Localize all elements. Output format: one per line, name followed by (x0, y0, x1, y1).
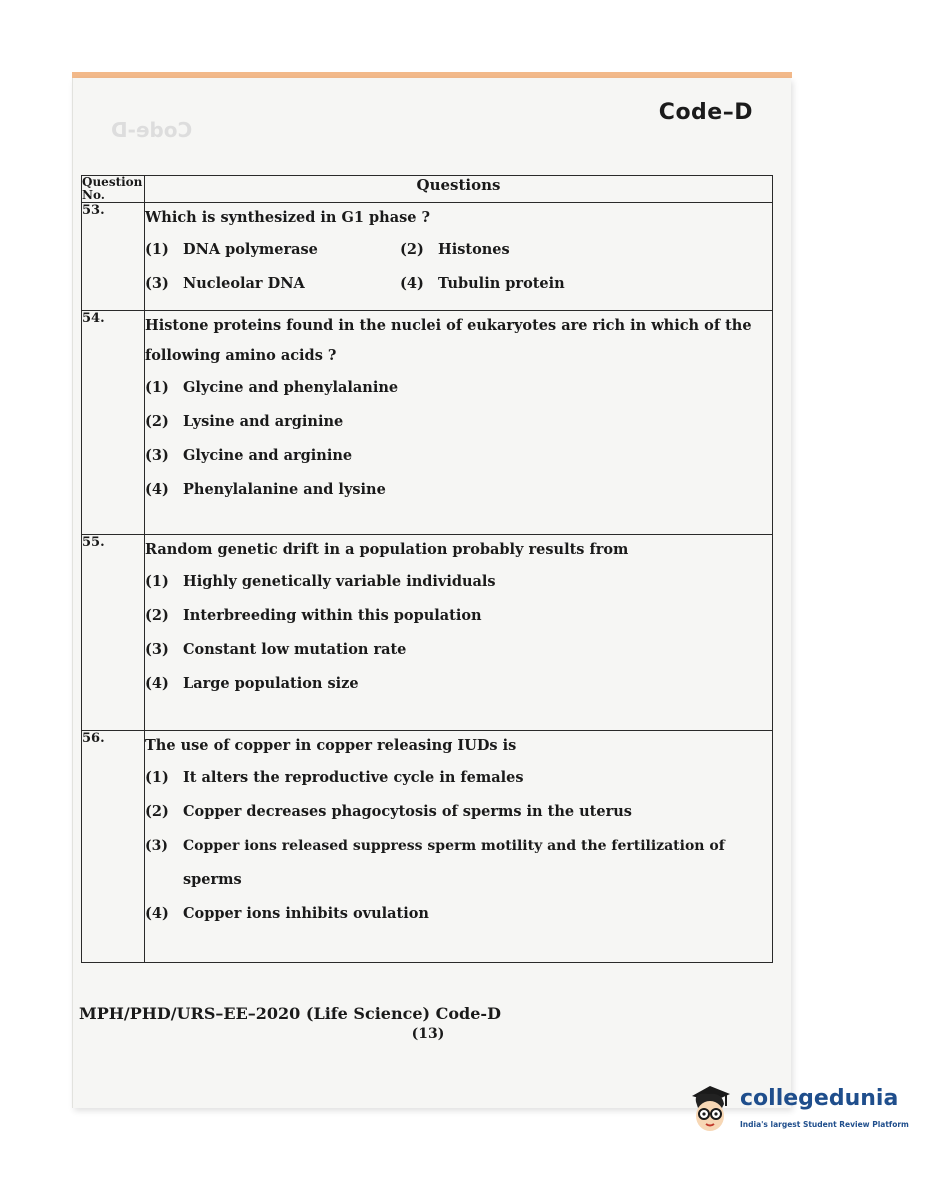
collegedunia-logo (686, 1080, 926, 1140)
question-text: Which is synthesized in G1 phase ? (145, 209, 431, 226)
questions-header: Questions (145, 176, 773, 203)
option (400, 233, 655, 267)
question-number: 56. (82, 731, 145, 963)
option (145, 667, 772, 701)
question-text-continued: following amino acids ? (145, 347, 337, 364)
option-text: Copper ions released suppress sperm motility and the fertilization of (183, 838, 725, 854)
option-number: (3) (145, 641, 169, 658)
option-text: It alters the reproductive cycle in females (183, 769, 524, 786)
option-text: Nucleolar DNA (183, 275, 305, 292)
option-text: Copper decreases phagocytosis of sperms in the uterus (183, 803, 632, 820)
exam-footer: MPH/PHD/URS–EE–2020 (Life Science) Code-D (79, 1004, 501, 1023)
option-text: Glycine and phenylalanine (183, 379, 399, 396)
option-text: Phenylalanine and lysine (183, 481, 386, 498)
option (145, 761, 772, 795)
option-number: (2) (145, 413, 169, 430)
option (145, 829, 772, 863)
option-number: (2) (400, 241, 424, 258)
question-row (82, 203, 773, 311)
question-body (145, 203, 773, 311)
option (145, 599, 772, 633)
option-number: (3) (145, 275, 169, 292)
option (145, 439, 772, 473)
option-continued (145, 863, 772, 897)
option-text-continued: sperms (183, 871, 242, 888)
option-number: (2) (145, 607, 169, 624)
code-label: Code–D (658, 100, 753, 125)
question-body (145, 731, 773, 963)
page-number: (13) (411, 1026, 445, 1042)
option-text: DNA polymerase (183, 241, 318, 258)
question-number: 55. (82, 535, 145, 731)
show-through-code: Code-D (111, 118, 193, 142)
questions-table (81, 175, 773, 963)
option-number: (1) (145, 241, 169, 258)
option-number: (4) (145, 905, 169, 922)
question-number: 54. (82, 311, 145, 535)
option-number: (1) (145, 573, 169, 590)
option-number: (1) (145, 769, 169, 786)
option-text: Constant low mutation rate (183, 641, 407, 658)
brand-name: collegedunia (740, 1086, 899, 1111)
option (145, 233, 400, 267)
table-header-row (82, 176, 773, 203)
brand-tagline: India's largest Student Review Platform (740, 1120, 909, 1129)
option-number: (2) (145, 803, 169, 820)
mascot-icon (686, 1082, 736, 1138)
option-number: (3) (145, 447, 169, 464)
question-row (82, 535, 773, 731)
question-row (82, 731, 773, 963)
option-text: Copper ions inhibits ovulation (183, 905, 429, 922)
option-text: Tubulin protein (438, 275, 565, 292)
question-number: 53. (82, 203, 145, 311)
option (145, 633, 772, 667)
question-text: Histone proteins found in the nuclei of eukaryotes are rich in which of the (145, 317, 752, 334)
option-row (145, 267, 772, 301)
option-text: Highly genetically variable individuals (183, 573, 496, 590)
option-number: (1) (145, 379, 169, 396)
option (145, 267, 400, 301)
option (145, 565, 772, 599)
option-text: Glycine and arginine (183, 447, 353, 464)
option (145, 405, 772, 439)
option (145, 473, 772, 507)
exam-page (72, 78, 791, 1108)
question-body (145, 311, 773, 535)
option (145, 371, 772, 405)
question-row (82, 311, 773, 535)
question-text: Random genetic drift in a population probably results from (145, 541, 629, 558)
option-text: Interbreeding within this population (183, 607, 482, 624)
option (145, 897, 772, 931)
option-number: (4) (400, 275, 424, 292)
option-number: (3) (145, 838, 168, 854)
option-text: Histones (438, 241, 510, 258)
option (400, 267, 655, 301)
option-text: Large population size (183, 675, 359, 692)
question-no-header: Question No. (82, 176, 145, 203)
option-number: (4) (145, 481, 169, 498)
option (145, 795, 772, 829)
question-text: The use of copper in copper releasing IUDs is (145, 737, 517, 754)
option-number: (4) (145, 675, 169, 692)
option-row (145, 233, 772, 267)
question-body (145, 535, 773, 731)
option-text: Lysine and arginine (183, 413, 344, 430)
